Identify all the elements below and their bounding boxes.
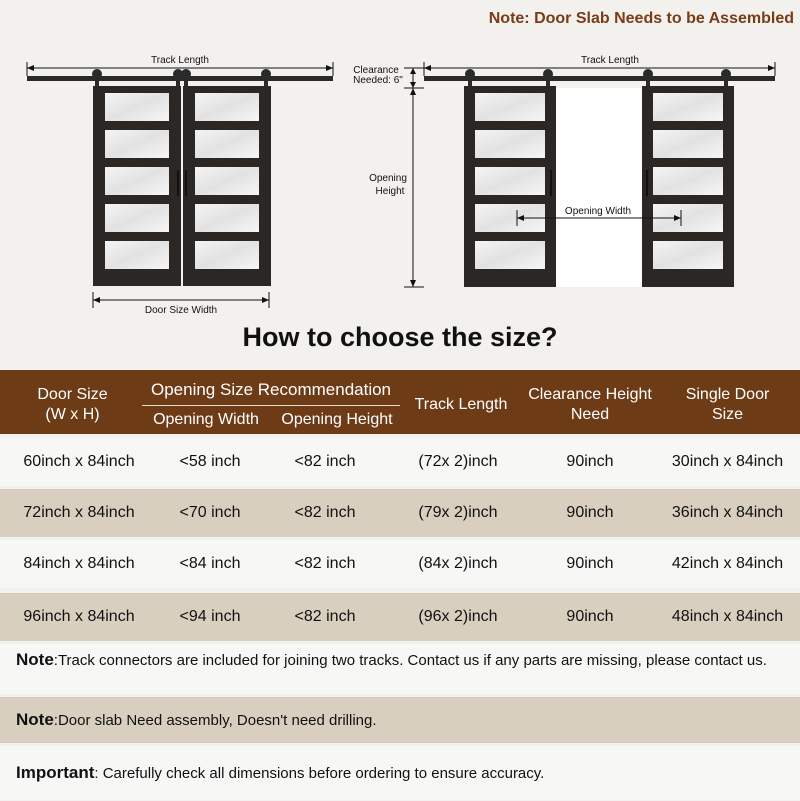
wall-opening [556,88,642,287]
header-track-length: Track Length [414,396,508,413]
cell-opening-height: <82 inch [294,555,356,572]
header-clearance-line1: Clearance Height [528,386,652,403]
header-door-size-line2: (W x H) [45,406,100,423]
table-row [0,489,800,537]
opening-height-label-line1: Opening [369,173,407,184]
assembly-note-heading: Note: Door Slab Needs to be Assembled [488,10,794,27]
header-single-door-line2: Size [711,406,744,423]
important-label: Important [16,763,95,782]
right-track-length-label: Track Length [581,55,639,66]
cell-opening-height: <82 inch [294,504,356,521]
size-table-header [0,370,800,434]
note-label: Note [16,650,54,669]
cell-single-door: 48inch x 84inch [671,608,784,625]
cell-door-size: 84inch x 84inch [23,555,135,572]
right-diagram-right-door [642,86,734,287]
door-dimension-diagram [0,40,800,325]
clearance-dimension [404,68,424,88]
header-door-size-line1: Door Size [37,386,108,403]
table-row [0,540,800,588]
important-text: : Carefully check all dimensions before ordering to ensure accuracy. [94,765,545,782]
clearance-label-line2: Needed: 6" [353,75,403,86]
header-clearance-line2: Need [570,406,610,423]
section-title: How to choose the size? [242,322,558,352]
cell-single-door: 36inch x 84inch [671,504,784,521]
header-single-door [660,385,795,425]
note-important [0,746,800,800]
cell-opening-height: <82 inch [294,608,356,625]
right-diagram-left-door [464,86,556,287]
cell-clearance: 90inch [566,453,614,470]
left-track-length-label: Track Length [151,55,209,66]
cell-opening-width: <94 inch [179,608,241,625]
cell-door-size: 60inch x 84inch [23,453,135,470]
cell-clearance: 90inch [566,608,614,625]
cell-opening-height: <82 inch [294,453,356,470]
note-text: :Track connectors are included for joining two tracks. Contact us if any parts are missing, please contact us. [53,652,767,669]
cell-door-size: 96inch x 84inch [23,608,135,625]
note-assembly [0,697,800,743]
note-label: Note [16,710,54,729]
door-size-width-dimension [93,292,269,316]
table-row [0,438,800,486]
header-opening-group: Opening Size Recommendation [150,380,392,399]
cell-opening-width: <58 inch [179,453,241,470]
door-size-width-label: Door Size Width [144,305,218,316]
cell-clearance: 90inch [566,555,614,572]
cell-single-door: 30inch x 84inch [671,453,784,470]
header-opening-width: Opening Width [153,411,259,428]
cell-opening-width: <84 inch [179,555,241,572]
cell-single-door: 42inch x 84inch [671,555,784,572]
table-row [0,593,800,641]
cell-door-size: 72inch x 84inch [23,504,135,521]
header-clearance [515,385,665,425]
cell-track-length: (96x 2)inch [418,608,498,625]
cell-track-length: (84x 2)inch [418,555,498,572]
cell-track-length: (79x 2)inch [418,504,498,521]
clearance-label-line1: Clearance [353,65,399,76]
header-group-divider [142,405,400,406]
header-opening-height: Opening Height [281,411,393,428]
opening-height-dimension [369,88,424,287]
opening-width-label: Opening Width [564,206,632,217]
cell-clearance: 90inch [566,504,614,521]
opening-height-label-line2: Height [375,186,405,197]
header-single-door-line1: Single Door [685,386,770,403]
header-door-size [0,385,145,425]
cell-opening-width: <70 inch [179,504,241,521]
note-track-connectors [0,644,800,694]
cell-track-length: (72x 2)inch [418,453,498,470]
left-door-pair [93,86,271,286]
note-text: :Door slab Need assembly, Doesn't need drilling. [53,712,377,729]
